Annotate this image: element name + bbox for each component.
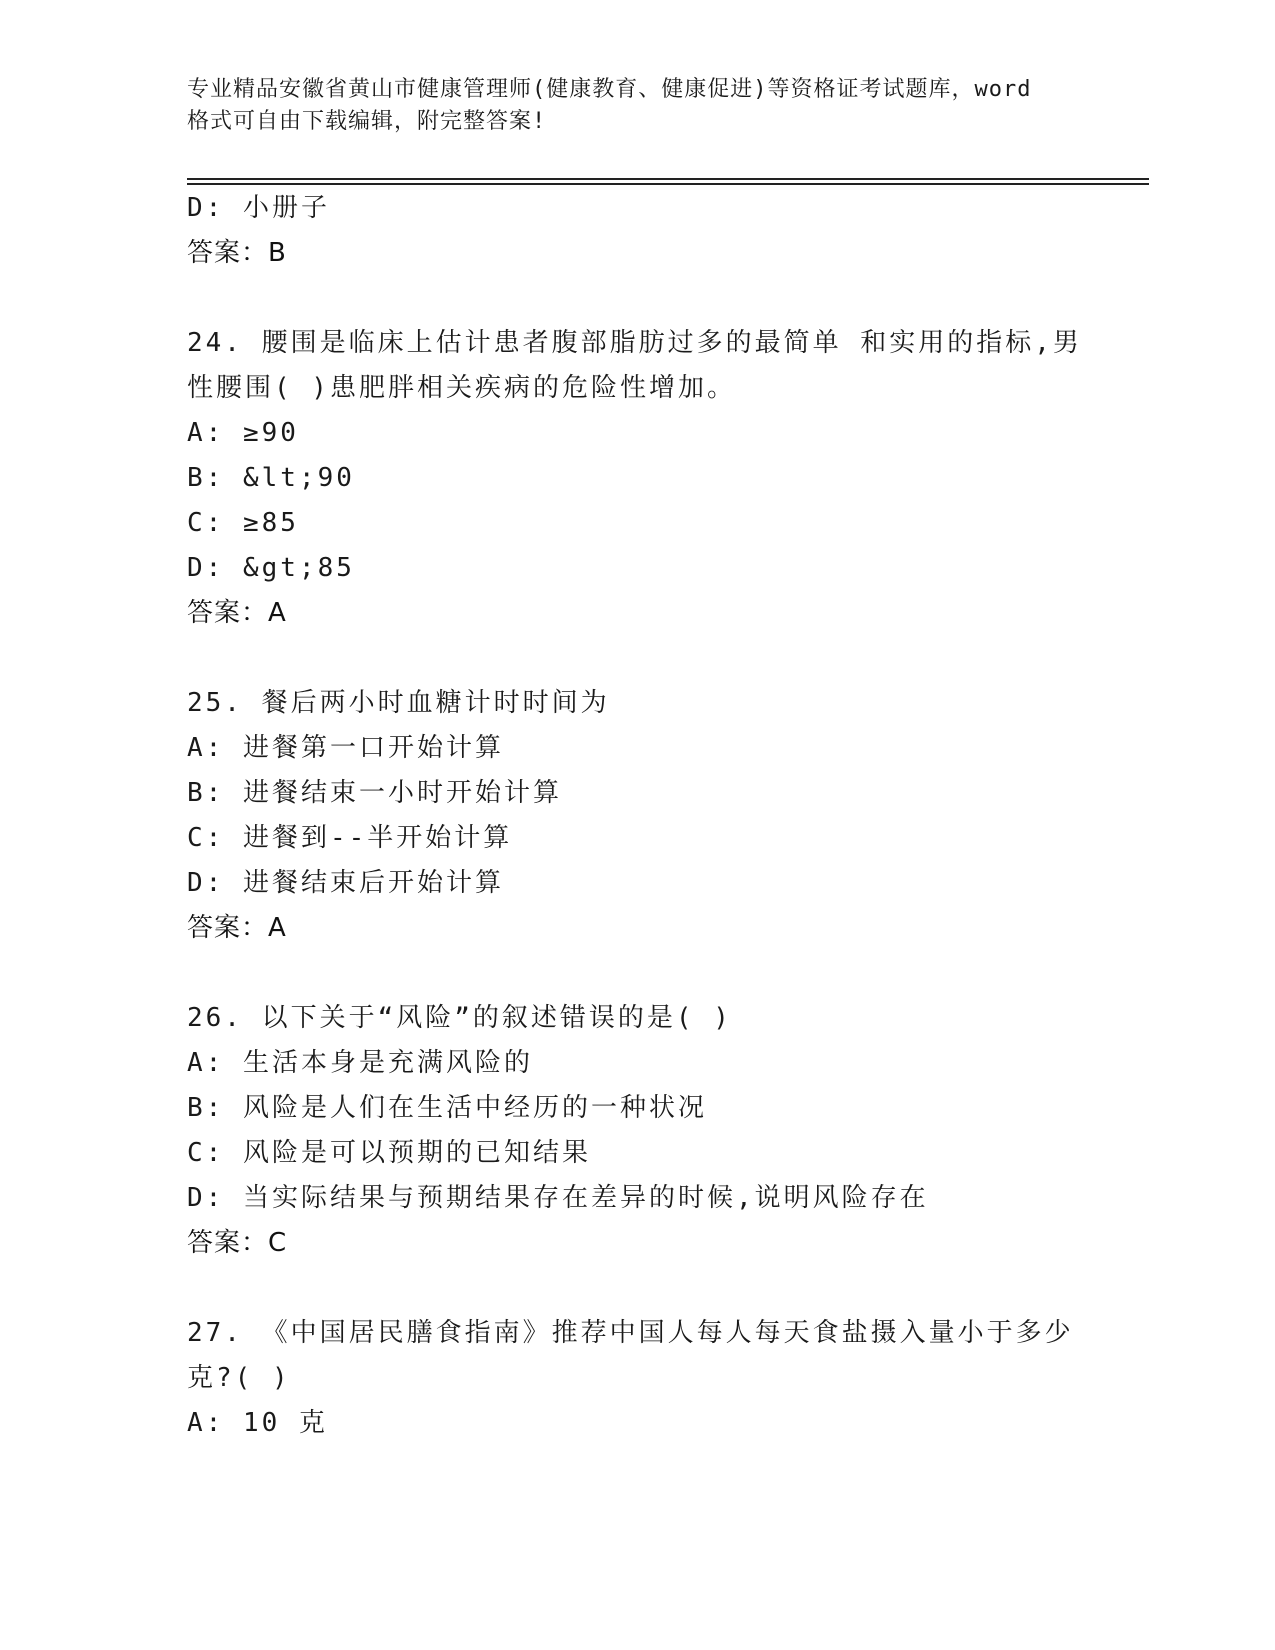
q25-option-c: C: 进餐到--半开始计算 <box>187 823 513 853</box>
q23-answer: 答案：B <box>187 238 287 268</box>
q25-option-b: B: 进餐结束一小时开始计算 <box>187 778 562 808</box>
q26-option-d: D: 当实际结果与预期结果存在差异的时候,说明风险存在 <box>187 1183 929 1213</box>
q26-answer: 答案：C <box>187 1228 288 1258</box>
q26-option-a: A: 生活本身是充满风险的 <box>187 1048 533 1078</box>
header-line-1: 专业精品安徽省黄山市健康管理师(健康教育、健康促进)等资格证考试题库，word <box>187 77 1032 102</box>
q24-option-b: B: &lt;90 <box>187 463 355 493</box>
q27-stem-line-1: 27. 《中国居民膳食指南》推荐中国人每人每天食盐摄入量小于多少 <box>187 1318 1074 1348</box>
q24-answer: 答案：A <box>187 598 287 628</box>
document-header <box>187 74 1087 138</box>
header-divider-bottom <box>187 183 1149 185</box>
q27-stem-line-2: 克?( ) <box>187 1363 291 1393</box>
q25-option-d: D: 进餐结束后开始计算 <box>187 868 504 898</box>
q27-option-a: A: 10 克 <box>187 1408 328 1438</box>
header-line-2: 格式可自由下载编辑，附完整答案! <box>187 109 547 134</box>
q24-stem-line-2: 性腰围( )患肥胖相关疾病的危险性增加。 <box>187 373 736 403</box>
q24-option-c: C: ≥85 <box>187 508 299 538</box>
header-divider-top <box>187 178 1149 180</box>
q24-option-d: D: &gt;85 <box>187 553 355 583</box>
q25-option-a: A: 进餐第一口开始计算 <box>187 733 504 763</box>
q24-option-a: A: ≥90 <box>187 418 299 448</box>
q24-stem-line-1: 24. 腰围是临床上估计患者腹部脂肪过多的最简单 和实用的指标,男 <box>187 328 1082 358</box>
q25-stem: 25. 餐后两小时血糖计时时间为 <box>187 688 610 718</box>
q25-answer: 答案：A <box>187 913 287 943</box>
q26-option-b: B: 风险是人们在生活中经历的一种状况 <box>187 1093 707 1123</box>
q26-option-c: C: 风险是可以预期的已知结果 <box>187 1138 591 1168</box>
q26-stem: 26. 以下关于“风险”的叙述错误的是( ) <box>187 1003 732 1033</box>
q23-option-d: D: 小册子 <box>187 193 330 223</box>
